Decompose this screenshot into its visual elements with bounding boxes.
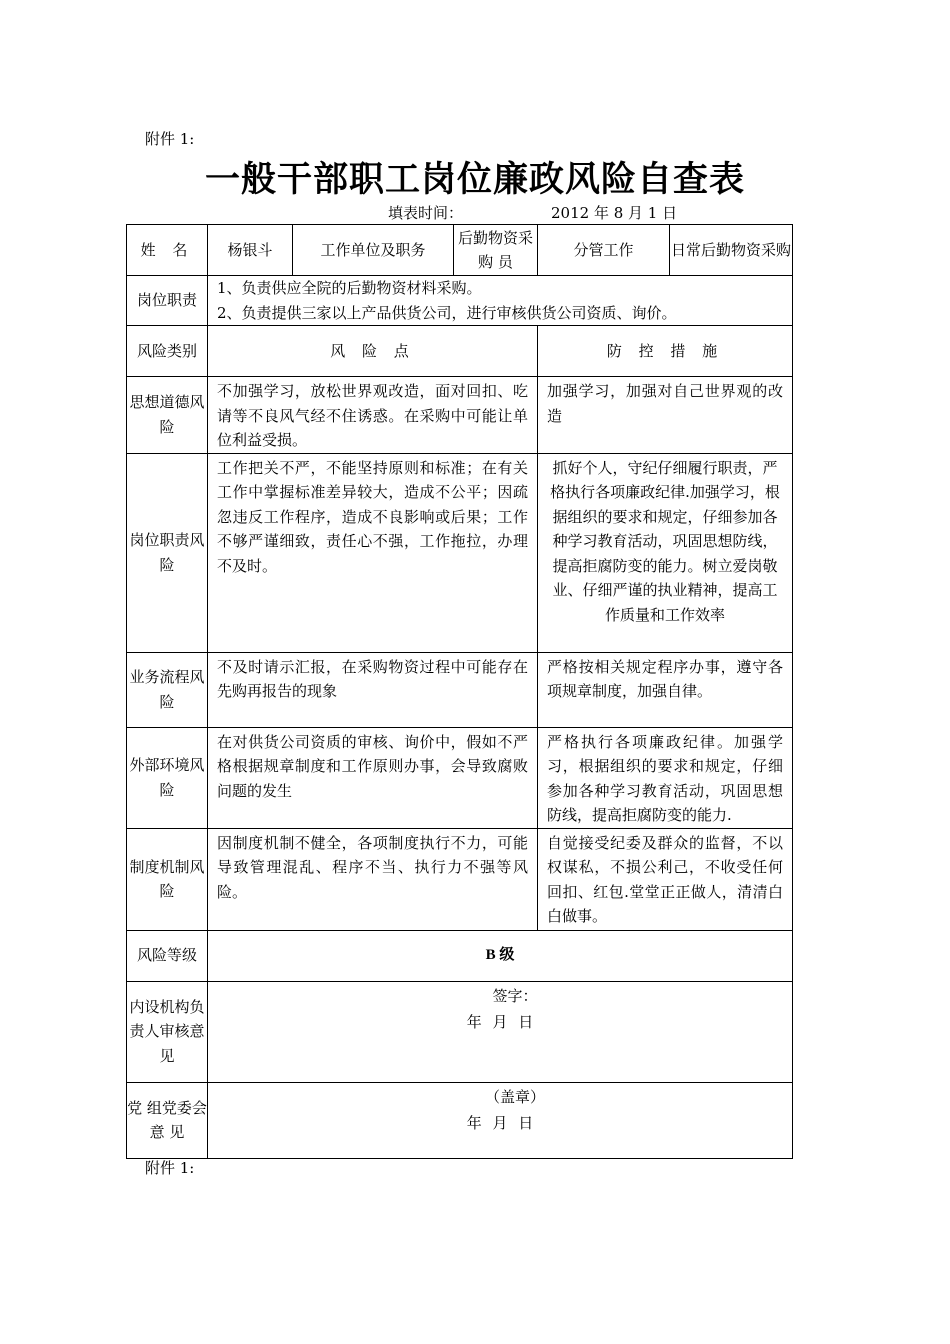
fill-time xyxy=(388,202,678,223)
fill-time-date: 2012 年 8 月 1 日 xyxy=(551,204,678,222)
risk-category: 岗位职责风险 xyxy=(127,453,208,652)
risk-level-label: 风险等级 xyxy=(127,930,208,981)
dept-review-row xyxy=(127,981,793,1082)
risk-control: 自觉接受纪委及群众的监督，不以权谋私，不损公利己，不收受任何回扣、红包.堂堂正正做人，清清白白做事。 xyxy=(538,828,793,930)
duties-line-1: 1、负责供应全院的后勤物资材料采购。 xyxy=(217,279,482,297)
risk-control: 加强学习，加强对自己世界观的改造 xyxy=(538,377,793,454)
duties-content xyxy=(208,276,793,326)
risk-row xyxy=(127,453,793,652)
risk-category: 业务流程风险 xyxy=(127,652,208,727)
footer-attachment-label: 附件 1: xyxy=(145,1159,195,1177)
party-review-row xyxy=(127,1082,793,1158)
dept-review-content xyxy=(208,981,793,1082)
risk-point: 不及时请示汇报，在采购物资过程中可能存在先购再报告的现象 xyxy=(208,652,538,727)
risk-row xyxy=(127,727,793,828)
duties-label: 岗位职责 xyxy=(127,276,208,326)
category-header: 风险类别 xyxy=(127,326,208,377)
name-value: 杨银斗 xyxy=(208,225,293,276)
fill-time-label: 填表时间： xyxy=(388,204,464,222)
party-review-content xyxy=(208,1082,793,1158)
unit-label: 工作单位及职务 xyxy=(293,225,454,276)
manage-label: 分管工作 xyxy=(538,225,670,276)
risk-point: 工作把关不严，不能坚持原则和标准；在有关工作中掌握标准差异较大，造成不公平；因疏忽违反工作程序，造成不良影响或后果；工作不够严谨细致，责任心不强，工作拖拉，办理不及时。 xyxy=(208,453,538,652)
dept-review-label: 内设机构负责人审核意 见 xyxy=(127,981,208,1082)
party-review-label: 党 组党委会意 见 xyxy=(127,1082,208,1158)
dept-review-sign: 签字： xyxy=(492,986,538,1005)
risk-point: 不加强学习，放松世界观改造，面对回扣、吃请等不良风气经不住诱惑。在采购中可能让单位利益受损。 xyxy=(208,377,538,454)
header-row xyxy=(127,225,793,276)
column-header-row xyxy=(127,326,793,377)
page-title: 一般干部职工岗位廉政风险自查表 xyxy=(204,160,745,200)
risk-control: 抓好个人，守纪仔细履行职责，严格执行各项廉政纪律.加强学习，根据组织的要求和规定，仔细参加各种学习教育活动，巩固思想防线，提高拒腐防变的能力。树立爱岗敬业、仔细严谨的执业精神，提高工作质量和工作效率 xyxy=(538,453,793,652)
unit-value: 后勤物资采 购 员 xyxy=(454,225,538,276)
risk-level-row xyxy=(127,930,793,981)
duties-line-2: 2、负责提供三家以上产品供货公司，进行审核供货公司资质、询价。 xyxy=(217,303,677,322)
risk-control: 严格执行各项廉政纪律。加强学习，根据组织的要求和规定，仔细参加各种学习教育活动，巩固思想防线，提高拒腐防变的能力. xyxy=(538,727,793,828)
control-header: 防 控 措 施 xyxy=(538,326,793,377)
risk-category: 思想道德风险 xyxy=(127,377,208,454)
manage-value: 日常后勤物资采购 xyxy=(670,225,793,276)
risk-category: 外部环境风险 xyxy=(127,727,208,828)
risk-level-value: B 级 xyxy=(208,930,793,981)
dept-review-date: 年 月 日 xyxy=(466,1013,534,1031)
party-review-seal: （盖章） xyxy=(484,1087,545,1106)
risk-point: 在对供货公司资质的审核、询价中，假如不严格根据规章制度和工作原则办事，会导致腐败问题的发生 xyxy=(208,727,538,828)
risk-control: 严格按相关规定程序办事，遵守各项规章制度，加强自律。 xyxy=(538,652,793,727)
risk-point: 因制度机制不健全，各项制度执行不力，可能导致管理混乱、程序不当、执行力不强等风险。 xyxy=(208,828,538,930)
name-label: 姓 名 xyxy=(127,225,208,276)
risk-row xyxy=(127,828,793,930)
party-review-date: 年 月 日 xyxy=(466,1114,534,1132)
risk-category: 制度机制风险 xyxy=(127,828,208,930)
attachment-label: 附件 1: xyxy=(145,130,195,148)
self-check-table xyxy=(126,224,793,1159)
risk-point-header: 风 险 点 xyxy=(208,326,538,377)
risk-row xyxy=(127,652,793,727)
duties-row xyxy=(127,276,793,326)
risk-row xyxy=(127,377,793,454)
